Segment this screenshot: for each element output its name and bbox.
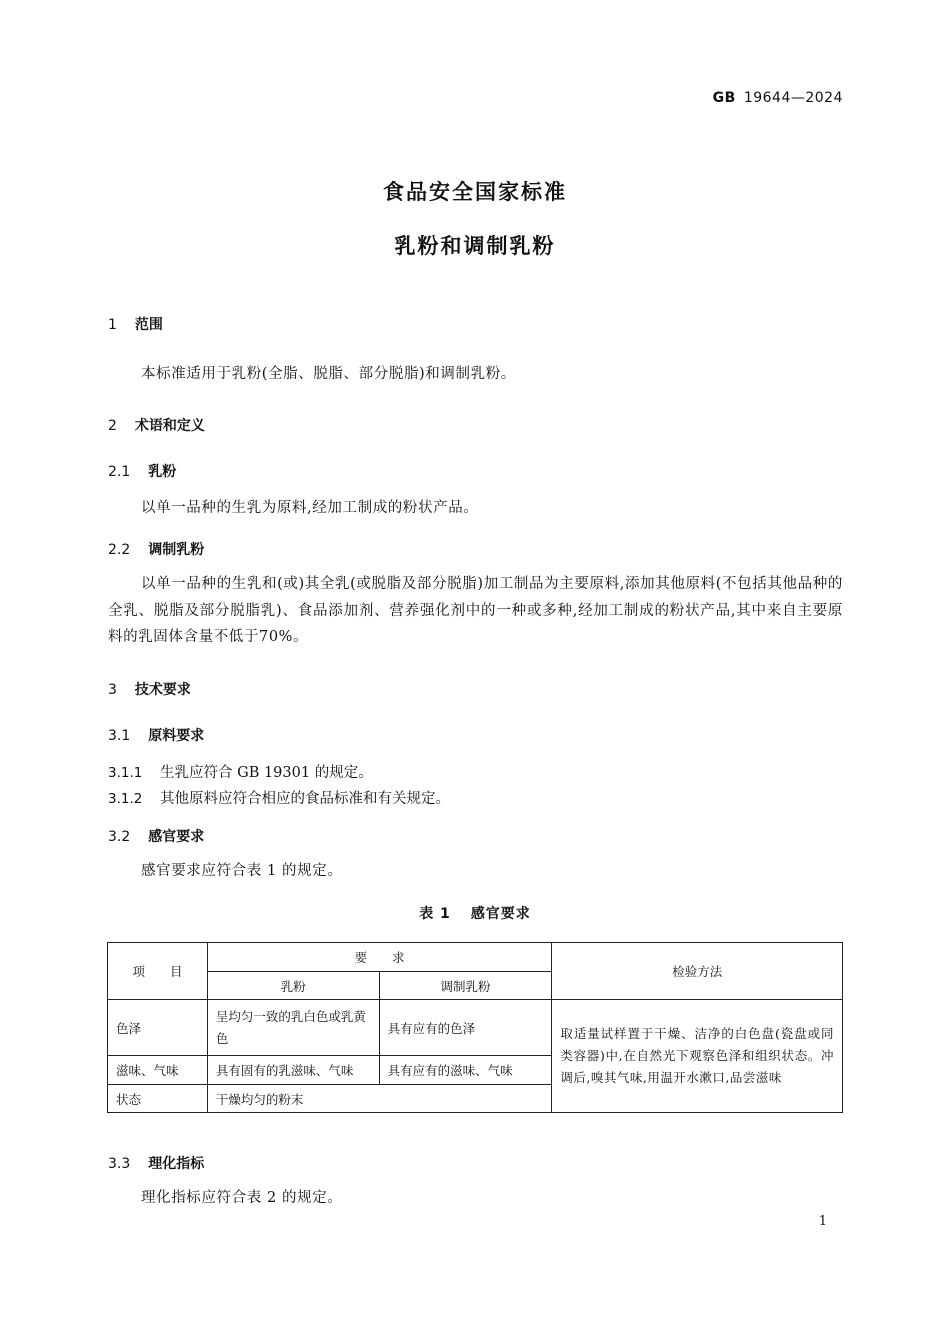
- row-item: 状态: [108, 1085, 208, 1113]
- section-3-heading: [108, 679, 191, 699]
- section-title: 调制乳粉: [148, 542, 205, 558]
- standard-prefix: GB: [712, 90, 736, 106]
- header-test-method: 检验方法: [552, 943, 843, 1000]
- row-item: 滋味、气味: [108, 1056, 208, 1085]
- section-title: 感官要求: [148, 829, 205, 845]
- clause-text: 其他原料应符合相应的食品标准和有关规定。: [160, 791, 450, 807]
- header-milk-powder: 乳粉: [207, 972, 379, 1000]
- section-number: 3.3: [108, 1156, 131, 1172]
- clause-number: 3.1.1: [108, 765, 143, 781]
- section-title: 原料要求: [148, 728, 205, 744]
- clause-number: 3.1.2: [108, 791, 143, 807]
- row-both: 干燥均匀的粉末: [207, 1085, 552, 1113]
- standard-code: [713, 90, 843, 106]
- section-number: 2.1: [108, 464, 131, 480]
- section-3-2-text: 感官要求应符合表 1 的规定。: [141, 863, 343, 879]
- row-formulated: 具有应有的色泽: [379, 1000, 552, 1056]
- section-2-2-text: 以单一品种的生乳和(或)其全乳(或脱脂及部分脱脂)加工制品为主要原料,添加其他原料(不包括其他品种的全乳、脱脂及部分脱脂乳)、食品添加剂、营养强化剂中的一种或多种,经加工制成的粉状产品,其中来自主要原料的乳固体含量不低于70%。: [108, 576, 843, 645]
- header-requirement: 要 求: [207, 943, 552, 972]
- row-milk-powder: 具有固有的乳滋味、气味: [207, 1056, 379, 1085]
- section-title: 范围: [134, 317, 163, 333]
- section-2-1-text: 以单一品种的生乳为原料,经加工制成的粉状产品。: [141, 500, 479, 516]
- section-1-text: 本标准适用于乳粉(全脂、脱脂、部分脱脂)和调制乳粉。: [141, 366, 516, 382]
- section-3-3-text: 理化指标应符合表 2 的规定。: [141, 1190, 343, 1206]
- section-number: 2.2: [108, 542, 131, 558]
- section-number: 2: [108, 418, 117, 434]
- table-row: [108, 1000, 843, 1056]
- clause-3-1-1: [108, 761, 373, 782]
- section-3-2-heading: [108, 826, 204, 846]
- section-number: 3: [108, 682, 117, 698]
- standard-number: 19644—2024: [743, 90, 843, 106]
- table-caption-title: 感官要求: [470, 906, 531, 922]
- section-number: 3.2: [108, 829, 131, 845]
- document-title: 食品安全国家标准: [383, 180, 567, 204]
- section-1-heading: [108, 314, 163, 334]
- header-formulated-milk-powder: 调制乳粉: [379, 972, 552, 1000]
- table-header-row: [108, 943, 843, 972]
- test-method-text: 取适量试样置于干燥、洁净的白色盘(瓷盘或同类容器)中,在自然光下观察色泽和组织状态。冲调后,嗅其气味,用温开水漱口,品尝滋味: [552, 1000, 843, 1113]
- section-title: 术语和定义: [134, 418, 205, 434]
- section-3-3-heading: [108, 1153, 204, 1173]
- section-title: 技术要求: [134, 682, 191, 698]
- document-subtitle: 乳粉和调制乳粉: [394, 234, 556, 258]
- sensory-requirements-table: [107, 942, 843, 1113]
- header-item: 项 目: [108, 943, 208, 1000]
- row-milk-powder: 呈均匀一致的乳白色或乳黄色: [207, 1000, 379, 1056]
- clause-text: 生乳应符合 GB 19301 的规定。: [160, 765, 373, 781]
- section-number: 1: [108, 317, 117, 333]
- section-title: 理化指标: [148, 1156, 205, 1172]
- table-1-caption: [0, 903, 950, 923]
- section-number: 3.1: [108, 728, 131, 744]
- clause-3-1-2: [108, 787, 450, 808]
- section-2-2-heading: [108, 539, 204, 559]
- row-item: 色泽: [108, 1000, 208, 1056]
- page-number: 1: [818, 1214, 827, 1229]
- row-formulated: 具有应有的滋味、气味: [379, 1056, 552, 1085]
- section-title: 乳粉: [148, 464, 177, 480]
- table-caption-number: 表 1: [419, 906, 451, 922]
- section-2-heading: [108, 415, 205, 435]
- section-2-1-heading: [108, 461, 176, 481]
- section-3-1-heading: [108, 725, 204, 745]
